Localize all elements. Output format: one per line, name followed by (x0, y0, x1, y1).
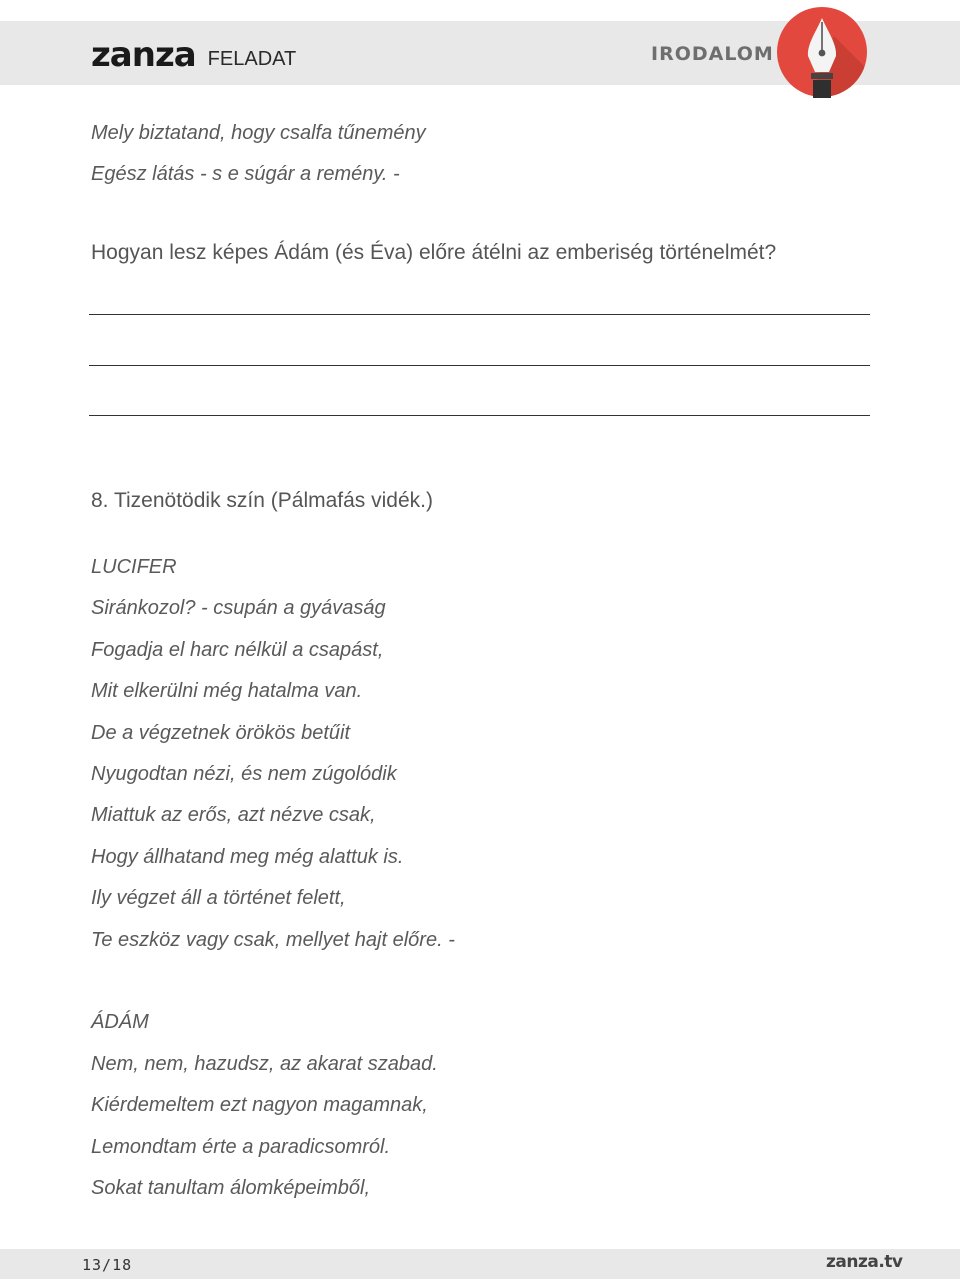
verse-line: Kiérdemeltem ezt nagyon magamnak, (91, 1094, 428, 1116)
verse-line: Hogy állhatand meg még alattuk is. (91, 846, 404, 868)
answer-line-2[interactable] (89, 365, 870, 366)
verse-line: Siránkozol? - csupán a gyávaság (91, 597, 386, 619)
speaker-lucifer: LUCIFER (91, 556, 177, 578)
subject-label: IRODALOM (651, 43, 774, 65)
fountain-pen-icon (776, 6, 868, 98)
passage-line: Egész látás - s e súgár a remény. - (91, 163, 400, 185)
passage-line: Mely biztatand, hogy csalfa tűnemény (91, 122, 426, 144)
answer-line-3[interactable] (89, 415, 870, 416)
footer-brand-logo: zanza.tv (826, 1252, 903, 1272)
verse-line: Lemondtam érte a paradicsomról. (91, 1136, 391, 1158)
verse-line: Ily végzet áll a történet felett, (91, 887, 346, 909)
page-number: 13/18 (82, 1256, 133, 1274)
logo-wordmark: zanza (91, 35, 196, 75)
answer-line-1[interactable] (89, 314, 870, 315)
verse-line: Te eszköz vagy csak, mellyet hajt előre. - (91, 929, 455, 951)
section-title: 8. Tizenötödik szín (Pálmafás vidék.) (91, 489, 433, 512)
verse-line: Sokat tanultam álomképeimből, (91, 1177, 371, 1199)
question-text: Hogyan lesz képes Ádám (és Éva) előre átélni az emberiség történelmét? (91, 241, 777, 264)
verse-line: Fogadja el harc nélkül a csapást, (91, 639, 384, 661)
verse-line: Miattuk az erős, azt nézve csak, (91, 804, 376, 826)
speaker-adam: ÁDÁM (91, 1011, 149, 1033)
page-footer (0, 1249, 960, 1279)
verse-line: Nyugodtan nézi, és nem zúgolódik (91, 763, 397, 785)
verse-line: Mit elkerülni még hatalma van. (91, 680, 363, 702)
verse-line: De a végzetnek örökös betűit (91, 722, 351, 744)
logo-subtitle: FELADAT (207, 48, 297, 70)
verse-line: Nem, nem, hazudsz, az akarat szabad. (91, 1053, 438, 1075)
zanza-logo (91, 35, 297, 75)
